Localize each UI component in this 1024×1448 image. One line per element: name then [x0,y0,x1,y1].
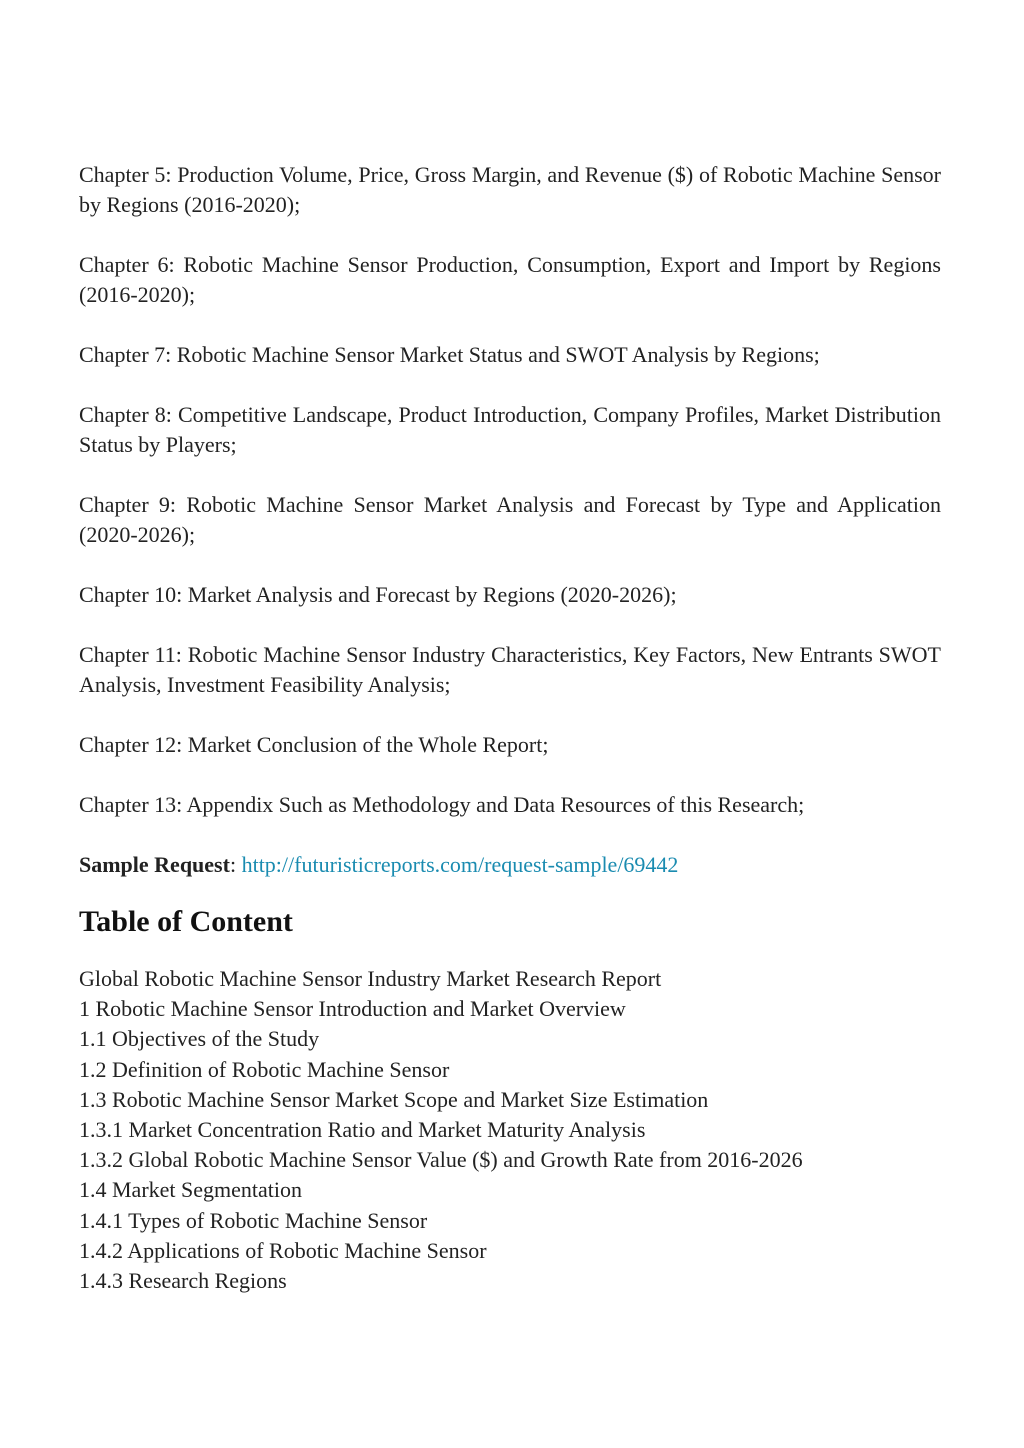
chapter-10-paragraph: Chapter 10: Market Analysis and Forecast by Regions (2020-2026); [79,582,677,607]
sample-request-link[interactable]: http://futuristicreports.com/request-sample/69442 [241,852,679,877]
toc-item: Global Robotic Machine Sensor Industry Market Research Report [79,966,662,991]
sample-request-separator: : [229,852,242,877]
toc-item: 1.1 Objectives of the Study [79,1026,320,1052]
chapter-13-paragraph: Chapter 13: Appendix Such as Methodology and Data Resources of this Research; [79,792,805,817]
toc-item: 1.3.2 Global Robotic Machine Sensor Value ($) and Growth Rate from 2016-2026 [79,1147,803,1173]
toc-item: 1.4.3 Research Regions [79,1268,287,1294]
toc-item: 1.4.1 Types of Robotic Machine Sensor [79,1207,428,1233]
toc-item: 1.3 Robotic Machine Sensor Market Scope and Market Size Estimation [79,1086,709,1112]
toc-item: 1.3.1 Market Concentration Ratio and Market Maturity Analysis [79,1117,646,1143]
chapter-8-paragraph: Chapter 8: Competitive Landscape, Product Introduction, Company Profiles, Market Distribution Status by Players; [79,402,941,457]
chapter-9-paragraph: Chapter 9: Robotic Machine Sensor Market Analysis and Forecast by Type and Application (2020-2026); [79,492,941,547]
toc-list [79,964,941,1296]
sample-request-line [79,850,941,880]
toc-item: 1 Robotic Machine Sensor Introduction and Market Overview [79,996,626,1022]
chapter-12-paragraph: Chapter 12: Market Conclusion of the Whole Report; [79,732,549,757]
chapter-6-paragraph: Chapter 6: Robotic Machine Sensor Production, Consumption, Export and Import by Regions (2016-2020); [79,252,941,307]
chapter-5-paragraph: Chapter 5: Production Volume, Price, Gross Margin, and Revenue ($) of Robotic Machine Sensor by Regions (2016-2020); [79,162,941,217]
document-page [79,160,941,1296]
toc-item: 1.4 Market Segmentation [79,1177,303,1203]
chapter-7-paragraph: Chapter 7: Robotic Machine Sensor Market Status and SWOT Analysis by Regions; [79,342,820,367]
toc-item: 1.4.2 Applications of Robotic Machine Sensor [79,1237,487,1263]
toc-item: 1.2 Definition of Robotic Machine Sensor [79,1056,450,1082]
toc-heading: Table of Content [79,905,293,938]
chapter-11-paragraph: Chapter 11: Robotic Machine Sensor Industry Characteristics, Key Factors, New Entrants SWOT Analysis, Investment Feasibility Analysis; [79,642,941,697]
sample-request-label: Sample Request [79,852,230,877]
